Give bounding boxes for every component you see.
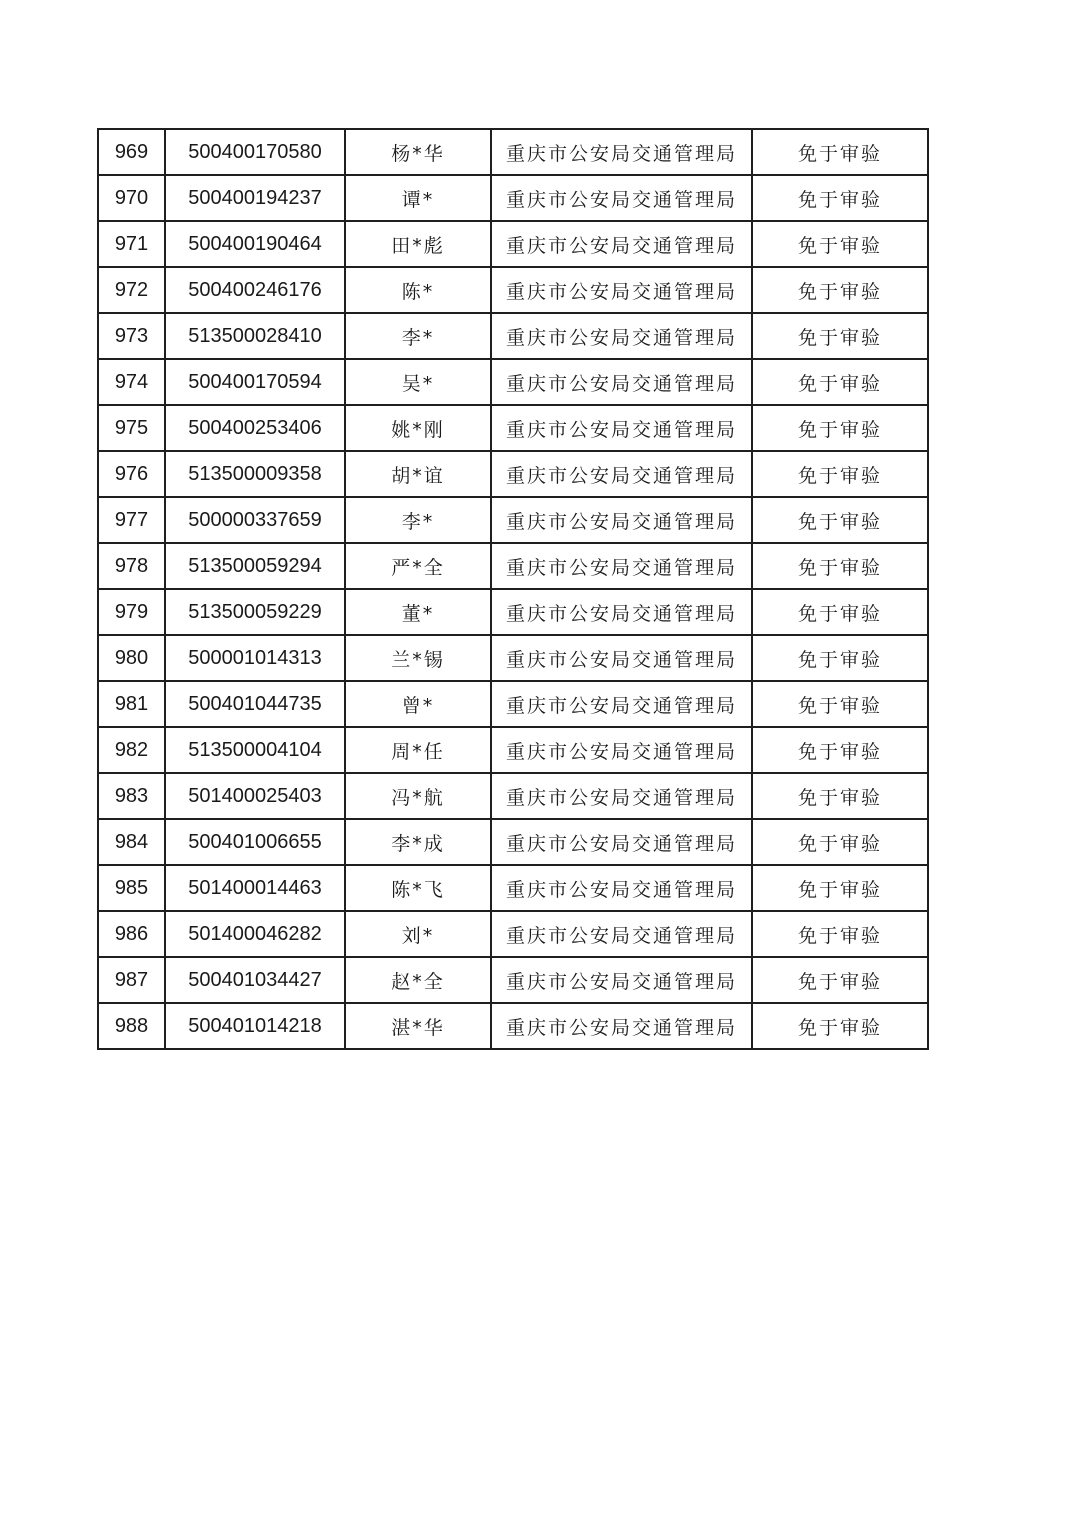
driver-name-cell: 李* bbox=[345, 497, 491, 543]
issuing-office-cell: 重庆市公安局交通管理局 bbox=[491, 175, 752, 221]
review-result-cell: 免于审验 bbox=[752, 267, 928, 313]
review-result-cell: 免于审验 bbox=[752, 543, 928, 589]
table-row bbox=[98, 635, 928, 681]
seq-cell: 975 bbox=[98, 405, 165, 451]
issuing-office-cell: 重庆市公安局交通管理局 bbox=[491, 543, 752, 589]
seq-cell: 970 bbox=[98, 175, 165, 221]
issuing-office-cell: 重庆市公安局交通管理局 bbox=[491, 359, 752, 405]
seq-cell: 973 bbox=[98, 313, 165, 359]
table-row bbox=[98, 359, 928, 405]
driver-name-cell: 曾* bbox=[345, 681, 491, 727]
issuing-office-cell: 重庆市公安局交通管理局 bbox=[491, 911, 752, 957]
table-row bbox=[98, 773, 928, 819]
license-number-cell: 500400194237 bbox=[165, 175, 345, 221]
license-number-cell: 500400170594 bbox=[165, 359, 345, 405]
driver-name-cell: 姚*刚 bbox=[345, 405, 491, 451]
review-result-cell: 免于审验 bbox=[752, 359, 928, 405]
issuing-office-cell: 重庆市公安局交通管理局 bbox=[491, 267, 752, 313]
table-row bbox=[98, 589, 928, 635]
license-number-cell: 500000337659 bbox=[165, 497, 345, 543]
seq-cell: 971 bbox=[98, 221, 165, 267]
driver-name-cell: 田*彪 bbox=[345, 221, 491, 267]
review-result-cell: 免于审验 bbox=[752, 727, 928, 773]
seq-cell: 981 bbox=[98, 681, 165, 727]
table-row bbox=[98, 451, 928, 497]
license-number-cell: 500400190464 bbox=[165, 221, 345, 267]
driver-name-cell: 胡*谊 bbox=[345, 451, 491, 497]
table-row bbox=[98, 497, 928, 543]
seq-cell: 982 bbox=[98, 727, 165, 773]
seq-cell: 985 bbox=[98, 865, 165, 911]
table-row bbox=[98, 543, 928, 589]
license-number-cell: 500400170580 bbox=[165, 129, 345, 175]
driver-name-cell: 冯*航 bbox=[345, 773, 491, 819]
license-number-cell: 513500009358 bbox=[165, 451, 345, 497]
review-result-cell: 免于审验 bbox=[752, 405, 928, 451]
table-row bbox=[98, 727, 928, 773]
seq-cell: 979 bbox=[98, 589, 165, 635]
table-row bbox=[98, 313, 928, 359]
review-result-cell: 免于审验 bbox=[752, 819, 928, 865]
records-table-body bbox=[98, 129, 928, 1049]
license-number-cell: 500400253406 bbox=[165, 405, 345, 451]
issuing-office-cell: 重庆市公安局交通管理局 bbox=[491, 129, 752, 175]
license-number-cell: 513500059294 bbox=[165, 543, 345, 589]
review-result-cell: 免于审验 bbox=[752, 681, 928, 727]
issuing-office-cell: 重庆市公安局交通管理局 bbox=[491, 221, 752, 267]
license-number-cell: 513500059229 bbox=[165, 589, 345, 635]
review-result-cell: 免于审验 bbox=[752, 1003, 928, 1049]
seq-cell: 978 bbox=[98, 543, 165, 589]
review-result-cell: 免于审验 bbox=[752, 313, 928, 359]
review-result-cell: 免于审验 bbox=[752, 221, 928, 267]
license-number-cell: 501400014463 bbox=[165, 865, 345, 911]
seq-cell: 972 bbox=[98, 267, 165, 313]
issuing-office-cell: 重庆市公安局交通管理局 bbox=[491, 773, 752, 819]
review-result-cell: 免于审验 bbox=[752, 911, 928, 957]
table-row bbox=[98, 405, 928, 451]
license-number-cell: 500001014313 bbox=[165, 635, 345, 681]
issuing-office-cell: 重庆市公安局交通管理局 bbox=[491, 589, 752, 635]
license-number-cell: 513500028410 bbox=[165, 313, 345, 359]
seq-cell: 974 bbox=[98, 359, 165, 405]
table-row bbox=[98, 1003, 928, 1049]
review-result-cell: 免于审验 bbox=[752, 773, 928, 819]
driver-name-cell: 陈* bbox=[345, 267, 491, 313]
driver-name-cell: 兰*锡 bbox=[345, 635, 491, 681]
issuing-office-cell: 重庆市公安局交通管理局 bbox=[491, 497, 752, 543]
table-row bbox=[98, 221, 928, 267]
license-number-cell: 500401014218 bbox=[165, 1003, 345, 1049]
license-number-cell: 500401044735 bbox=[165, 681, 345, 727]
seq-cell: 987 bbox=[98, 957, 165, 1003]
review-result-cell: 免于审验 bbox=[752, 635, 928, 681]
table-row bbox=[98, 681, 928, 727]
issuing-office-cell: 重庆市公安局交通管理局 bbox=[491, 957, 752, 1003]
license-number-cell: 501400046282 bbox=[165, 911, 345, 957]
table-row bbox=[98, 267, 928, 313]
seq-cell: 976 bbox=[98, 451, 165, 497]
table-row bbox=[98, 175, 928, 221]
driver-name-cell: 吴* bbox=[345, 359, 491, 405]
driver-name-cell: 杨*华 bbox=[345, 129, 491, 175]
license-number-cell: 500401034427 bbox=[165, 957, 345, 1003]
driver-name-cell: 李*成 bbox=[345, 819, 491, 865]
review-result-cell: 免于审验 bbox=[752, 451, 928, 497]
driver-name-cell: 李* bbox=[345, 313, 491, 359]
review-result-cell: 免于审验 bbox=[752, 175, 928, 221]
issuing-office-cell: 重庆市公安局交通管理局 bbox=[491, 819, 752, 865]
review-result-cell: 免于审验 bbox=[752, 129, 928, 175]
table-row bbox=[98, 865, 928, 911]
issuing-office-cell: 重庆市公安局交通管理局 bbox=[491, 1003, 752, 1049]
seq-cell: 977 bbox=[98, 497, 165, 543]
table-row bbox=[98, 819, 928, 865]
review-result-cell: 免于审验 bbox=[752, 589, 928, 635]
seq-cell: 983 bbox=[98, 773, 165, 819]
driver-name-cell: 周*任 bbox=[345, 727, 491, 773]
issuing-office-cell: 重庆市公安局交通管理局 bbox=[491, 727, 752, 773]
seq-cell: 984 bbox=[98, 819, 165, 865]
seq-cell: 986 bbox=[98, 911, 165, 957]
records-table bbox=[97, 128, 929, 1050]
driver-name-cell: 董* bbox=[345, 589, 491, 635]
license-number-cell: 500401006655 bbox=[165, 819, 345, 865]
table-row bbox=[98, 957, 928, 1003]
driver-name-cell: 刘* bbox=[345, 911, 491, 957]
review-result-cell: 免于审验 bbox=[752, 957, 928, 1003]
issuing-office-cell: 重庆市公安局交通管理局 bbox=[491, 405, 752, 451]
issuing-office-cell: 重庆市公安局交通管理局 bbox=[491, 313, 752, 359]
seq-cell: 969 bbox=[98, 129, 165, 175]
seq-cell: 988 bbox=[98, 1003, 165, 1049]
table-row bbox=[98, 911, 928, 957]
driver-name-cell: 严*全 bbox=[345, 543, 491, 589]
license-number-cell: 500400246176 bbox=[165, 267, 345, 313]
issuing-office-cell: 重庆市公安局交通管理局 bbox=[491, 635, 752, 681]
review-result-cell: 免于审验 bbox=[752, 497, 928, 543]
driver-name-cell: 陈*飞 bbox=[345, 865, 491, 911]
driver-name-cell: 谭* bbox=[345, 175, 491, 221]
driver-name-cell: 赵*全 bbox=[345, 957, 491, 1003]
issuing-office-cell: 重庆市公安局交通管理局 bbox=[491, 865, 752, 911]
license-number-cell: 513500004104 bbox=[165, 727, 345, 773]
table-row bbox=[98, 129, 928, 175]
issuing-office-cell: 重庆市公安局交通管理局 bbox=[491, 681, 752, 727]
license-number-cell: 501400025403 bbox=[165, 773, 345, 819]
driver-name-cell: 湛*华 bbox=[345, 1003, 491, 1049]
review-result-cell: 免于审验 bbox=[752, 865, 928, 911]
seq-cell: 980 bbox=[98, 635, 165, 681]
issuing-office-cell: 重庆市公安局交通管理局 bbox=[491, 451, 752, 497]
